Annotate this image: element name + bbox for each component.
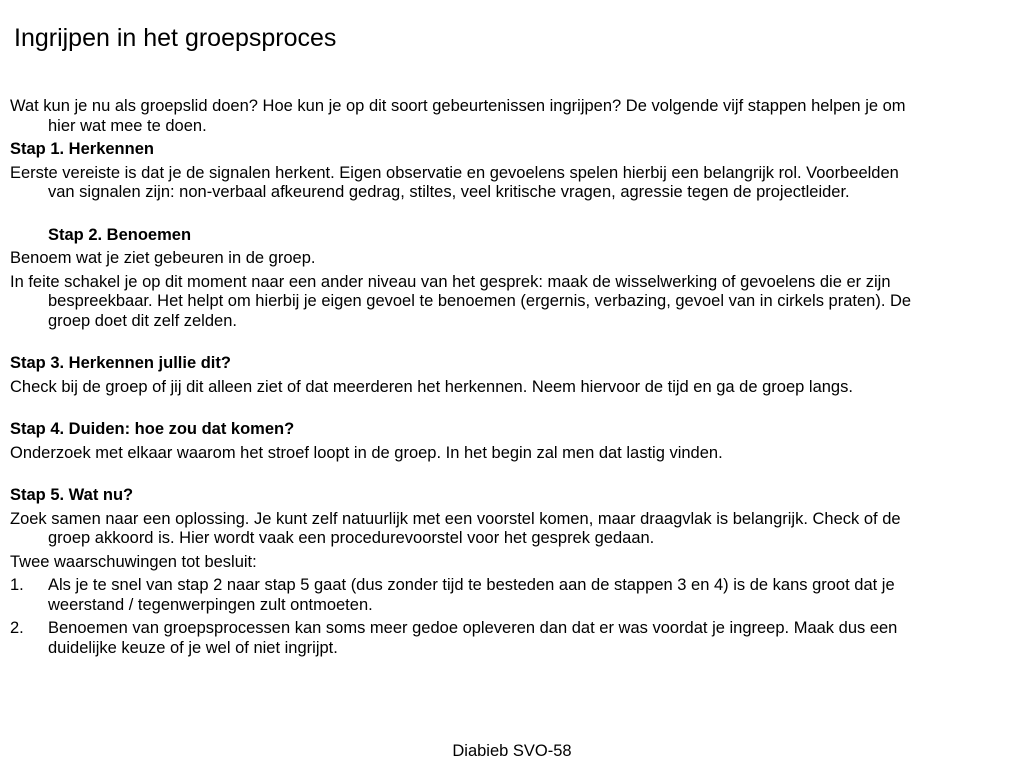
warning-number: 1. xyxy=(10,576,24,594)
slide-footer xyxy=(0,741,1024,761)
warning-text: Benoemen van groepsprocessen kan soms meer gedoe opleveren dan dat er was voordat je ingreep. Maak dus een duidelijke keuze of je wel of niet ingrijpt. xyxy=(48,619,898,657)
spacer xyxy=(10,467,915,486)
page-title: Ingrijpen in het groepsproces xyxy=(14,24,337,52)
step-3-paragraph: Check bij de groep of jij dit alleen ziet of dat meerderen het herkennen. Neem hiervoor de tijd en ga de groep langs. xyxy=(10,377,853,396)
warning-number: 2. xyxy=(10,619,24,637)
step-4-heading: Stap 4. Duiden: hoe zou dat komen? xyxy=(10,420,295,438)
spacer xyxy=(10,207,915,226)
warning-item-2 xyxy=(10,619,915,658)
slide-body xyxy=(10,97,915,662)
step-2-heading: Stap 2. Benoemen xyxy=(48,225,192,244)
step-1-heading: Stap 1. Herkennen xyxy=(10,140,154,158)
step-1-paragraph: Eerste vereiste is dat je de signalen herkent. Eigen observatie en gevoelens spelen hierbij een belangrijk rol. Voorbeelden van signalen zijn: non-verbaal afkeurend gedrag, stiltes, veel kritische vragen, agressie tegen de projectleider. xyxy=(10,163,899,201)
step-5-heading: Stap 5. Wat nu? xyxy=(10,486,134,504)
step-2-paragraph-1: Benoem wat je ziet gebeuren in de groep. xyxy=(10,249,316,267)
warnings-intro: Twee waarschuwingen tot besluit: xyxy=(10,552,257,571)
step-4-paragraph: Onderzoek met elkaar waarom het stroef loopt in de groep. In het begin zal men dat lastig vinden. xyxy=(10,443,723,462)
intro-paragraph: Wat kun je nu als groepslid doen? Hoe kun je op dit soort gebeurtenissen ingrijpen? De volgende vijf stappen helpen je om hier wat mee te doen. xyxy=(10,97,906,135)
step-5-paragraph: Zoek samen naar een oplossing. Je kunt zelf natuurlijk met een voorstel komen, maar draagvlak is belangrijk. Check of de groep akkoord is. Hier wordt vaak een procedurevoorstel voor het gesprek gedaan. xyxy=(10,509,901,547)
warning-item-1 xyxy=(10,576,915,615)
step-2-paragraph-2: In feite schakel je op dit moment naar een ander niveau van het gesprek: maak de wisselwerking of gevoelens die er zijn bespreekbaar. Het helpt om hierbij je eigen gevoel te benoemen (ergernis, verbazing, gevoel van in cirkels praten). De groep doet dit zelf zelden. xyxy=(10,272,912,330)
step-3-heading: Stap 3. Herkennen jullie dit? xyxy=(10,354,231,372)
spacer xyxy=(10,335,915,354)
warning-text: Als je te snel van stap 2 naar stap 5 gaat (dus zonder tijd te besteden aan de stappen 3 en 4) is de kans groot dat je weerstand / tegenwerpingen zult ontmoeten. xyxy=(48,576,895,614)
footer-label: Diabieb SVO-58 xyxy=(452,742,572,760)
spacer xyxy=(10,401,915,420)
